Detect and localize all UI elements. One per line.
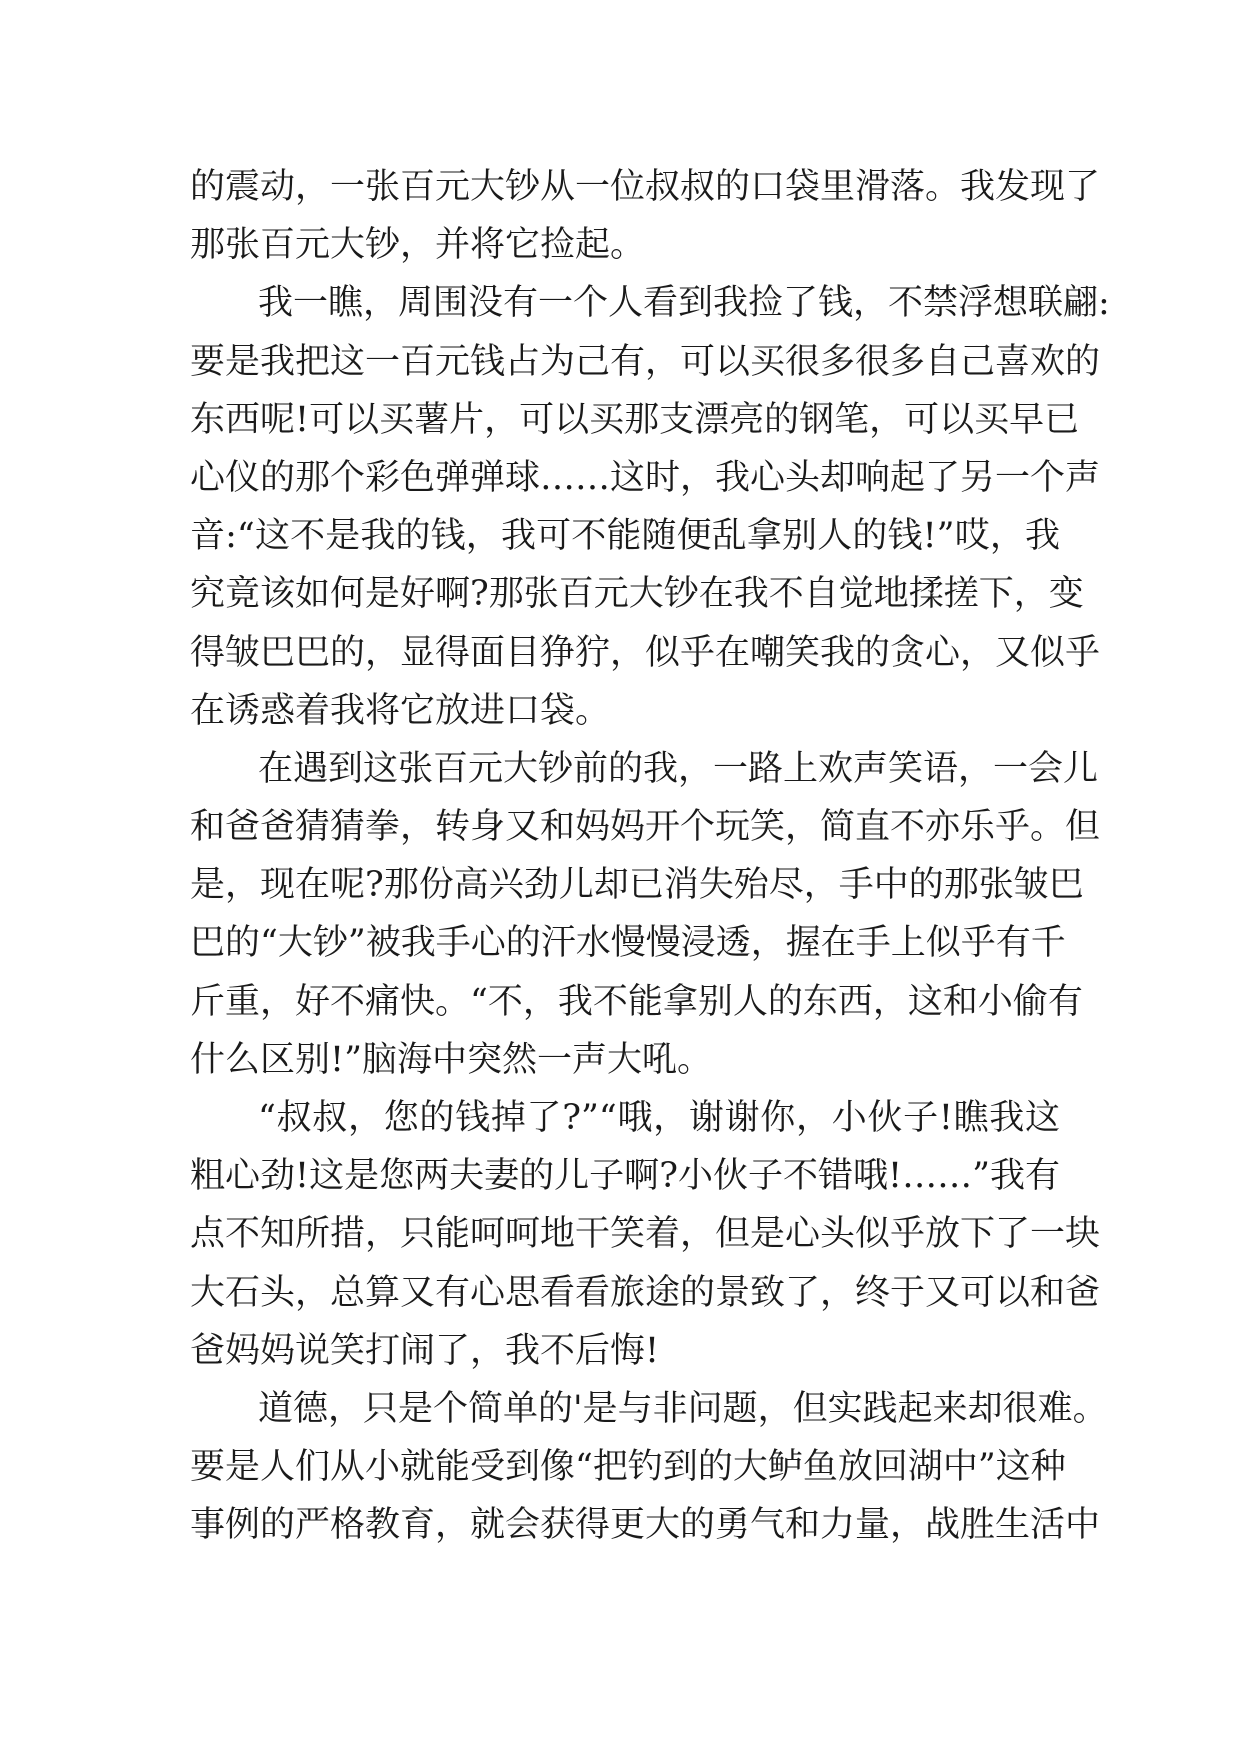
- text-line: 要是我把这一百元钱占为己有，可以买很多很多自己喜欢的: [190, 341, 1101, 382]
- text-line: 在诱惑着我将它放进口袋。: [190, 690, 611, 731]
- text-line: 是，现在呢?那份高兴劲儿却已消失殆尽，手中的那张皱巴: [190, 865, 1084, 906]
- text-line: 斤重，好不痛快。“不，我不能拿别人的东西，这和小偷有: [190, 981, 1083, 1022]
- text-line: 和爸爸猜猜拳，转身又和妈妈开个玩笑，简直不亦乐乎。但: [190, 807, 1101, 848]
- text-line: 道德，只是个简单的'是与非问题，但实践起来却很难。: [258, 1388, 1108, 1429]
- text-line: 音:“这不是我的钱，我可不能随便乱拿别人的钱!”哎，我: [190, 516, 1060, 557]
- text-line: 究竟该如何是好啊?那张百元大钞在我不自觉地揉搓下，变: [190, 574, 1084, 615]
- text-line: 的震动，一张百元大钞从一位叔叔的口袋里滑落。我发现了: [190, 167, 1101, 207]
- text-line: 粗心劲!这是您两夫妻的儿子啊?小伙子不错哦!……”我有: [190, 1156, 1060, 1197]
- text-line: 大石头，总算又有心思看看旅途的景致了，终于又可以和爸: [190, 1272, 1101, 1313]
- text-line: 点不知所措，只能呵呵地干笑着，但是心头似乎放下了一块: [190, 1214, 1101, 1255]
- text-line: 得皱巴巴的，显得面目狰狞，似乎在嘲笑我的贪心，又似乎: [190, 632, 1101, 673]
- text-line: 什么区别!”脑海中突然一声大吼。: [190, 1039, 712, 1080]
- text-line: 事例的严格教育，就会获得更大的勇气和力量，战胜生活中: [190, 1505, 1101, 1546]
- text-line: 心仪的那个彩色弹弹球……这时，我心头却响起了另一个声: [190, 457, 1101, 498]
- text-line: 东西呢!可以买薯片，可以买那支漂亮的钢笔，可以买早已: [190, 399, 1080, 440]
- text-line: 我一瞧，周围没有一个人看到我捡了钱，不禁浮想联翩:: [258, 283, 1110, 324]
- text-line: 在遇到这张百元大钞前的我，一路上欢声笑语，一会儿: [258, 748, 1099, 789]
- text-line: 那张百元大钞，并将它捡起。: [190, 225, 646, 266]
- text-line: “叔叔，您的钱掉了?”“哦，谢谢你，小伙子!瞧我这: [258, 1098, 1060, 1138]
- body-text: [190, 158, 1110, 1555]
- text-line: 巴的“大钞”被我手心的汗水慢慢浸透，握在手上似乎有千: [190, 923, 1066, 964]
- text-line: 要是人们从小就能受到像“把钓到的大鲈鱼放回湖中”这种: [190, 1447, 1066, 1488]
- text-line: 爸妈妈说笑打闹了，我不后悔!: [190, 1330, 660, 1371]
